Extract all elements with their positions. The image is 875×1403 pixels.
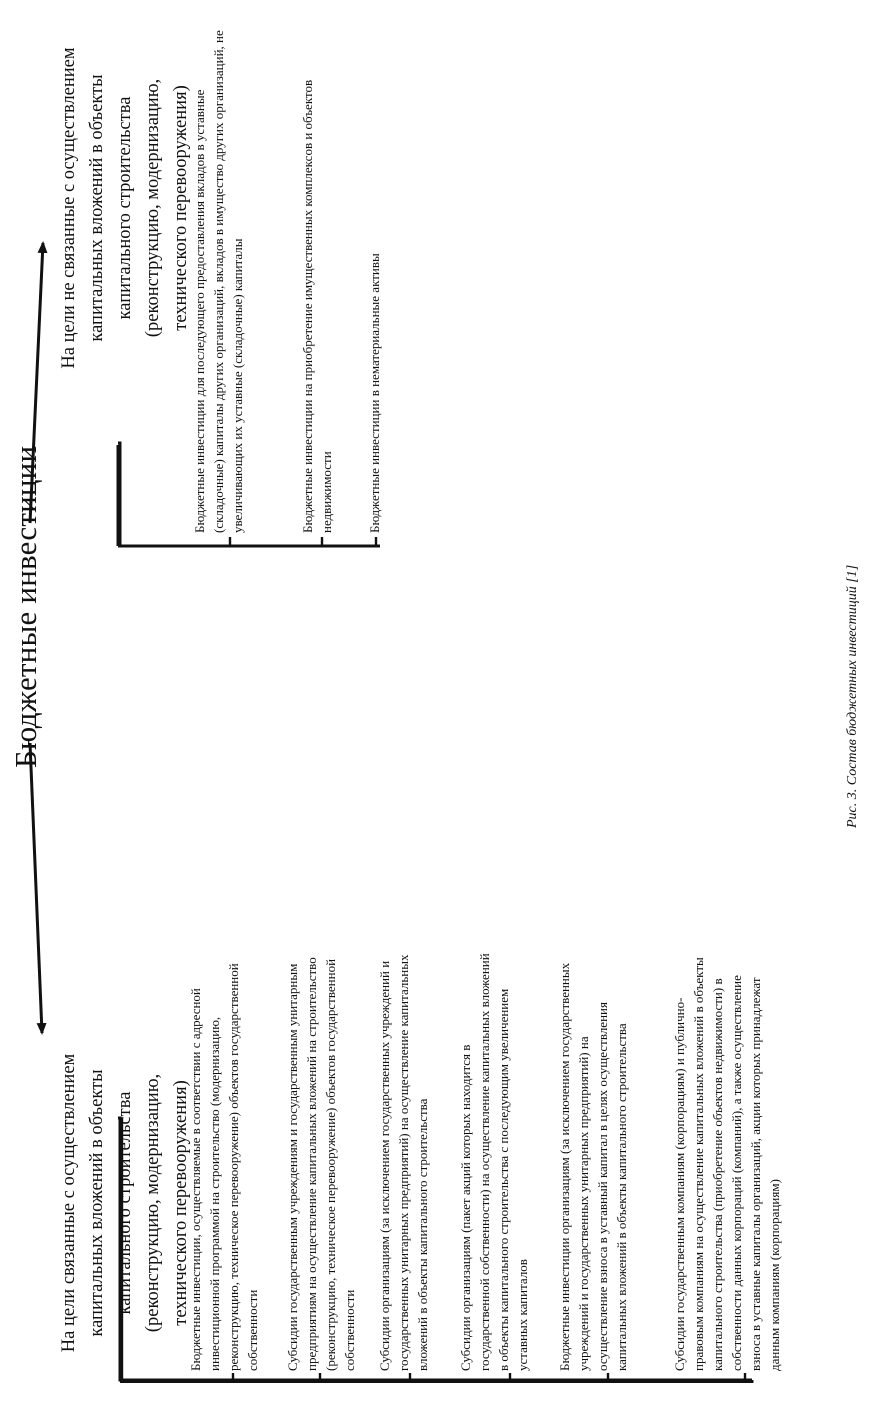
right-heading-line-5: технического перевооружения) [171, 85, 191, 331]
figure-caption: Рис. 3. Состав бюджетных инвестиций [1] [845, 564, 860, 828]
left-item-3: Субсидии организациям (за исключением государственных учреждений и государственных унитарных предприятий) на осуществление капитальных вложений в объекты капитального строительства [377, 954, 430, 1371]
right-heading-line-1: На цели не связанные с осуществлением [59, 47, 79, 369]
left-item-1: Бюджетные инвестиции, осуществляемые в соответствии с адресной инвестиционной программой на строительство (модернизацию, реконструкцию, техническое перевооружение) объектов государственной собственности [188, 963, 260, 1371]
left-item-2: Субсидии государственным учреждениям и государственным унитарным предприятиям на осуществление капитальных вложений на строительство (реконструкцию, техническое перевооружение) объектов государственной собственности [285, 957, 357, 1371]
right-item-2: Бюджетные инвестиции на приобретение имущественных комплексов и объектов недвижимости [300, 79, 334, 533]
left-bracket-shape [118, 1118, 750, 1380]
right-heading-line-3: капитального строительства [115, 96, 135, 320]
right-item-1: Бюджетные инвестиции для последующего предоставления вкладов в уставные (складочные) капиталы других организаций, вкладов в имущество других организаций, не увеличивающих их уставные (складочные) капиталы [192, 30, 245, 533]
left-heading-line-2: капитальных вложений в объекты [87, 1069, 107, 1337]
right-bracket-shape [118, 443, 378, 546]
left-heading-line-5: технического перевооружения) [171, 1080, 191, 1326]
left-item-4: Субсидии организациям (пакет акций которых находится в государственной собственности) на осуществление капитальных вложений в объекты капитального строительства с последующим увеличением уставных капиталов [458, 953, 530, 1371]
left-item-5: Бюджетные инвестиции организациям (за исключением государственных учреждений и государственных унитарных предприятий) на осуществление взноса в уставный капитал в целях осуществления капитальных вложений в объекты капитального строительства [557, 962, 629, 1371]
right-item-3: Бюджетные инвестиции в нематериальные активы [367, 253, 382, 533]
right-heading-line-4: (реконструкцию, модернизацию, [143, 78, 163, 338]
left-item-6: Субсидии государственным компаниям (корпорациям) и публично-правовым компаниям на осуществление капитальных вложений в объекты капитального строительства (приобретение объектов недвижимости) в собственности данных корпораций (компаний), а также осуществление взноса в уставные капиталы организаций, акции которых принадлежат данным компаниям (корпорациям) [672, 957, 782, 1371]
left-heading-line-1: На цели связанные с осуществлением [59, 1053, 79, 1353]
left-heading-line-4: (реконструкцию, модернизацию, [143, 1073, 163, 1333]
left-heading-line-3: капитального строительства [115, 1091, 135, 1315]
right-heading-line-2: капитальных вложений в объекты [87, 74, 107, 342]
diagram-title: Бюджетные инвестиции [8, 445, 43, 768]
